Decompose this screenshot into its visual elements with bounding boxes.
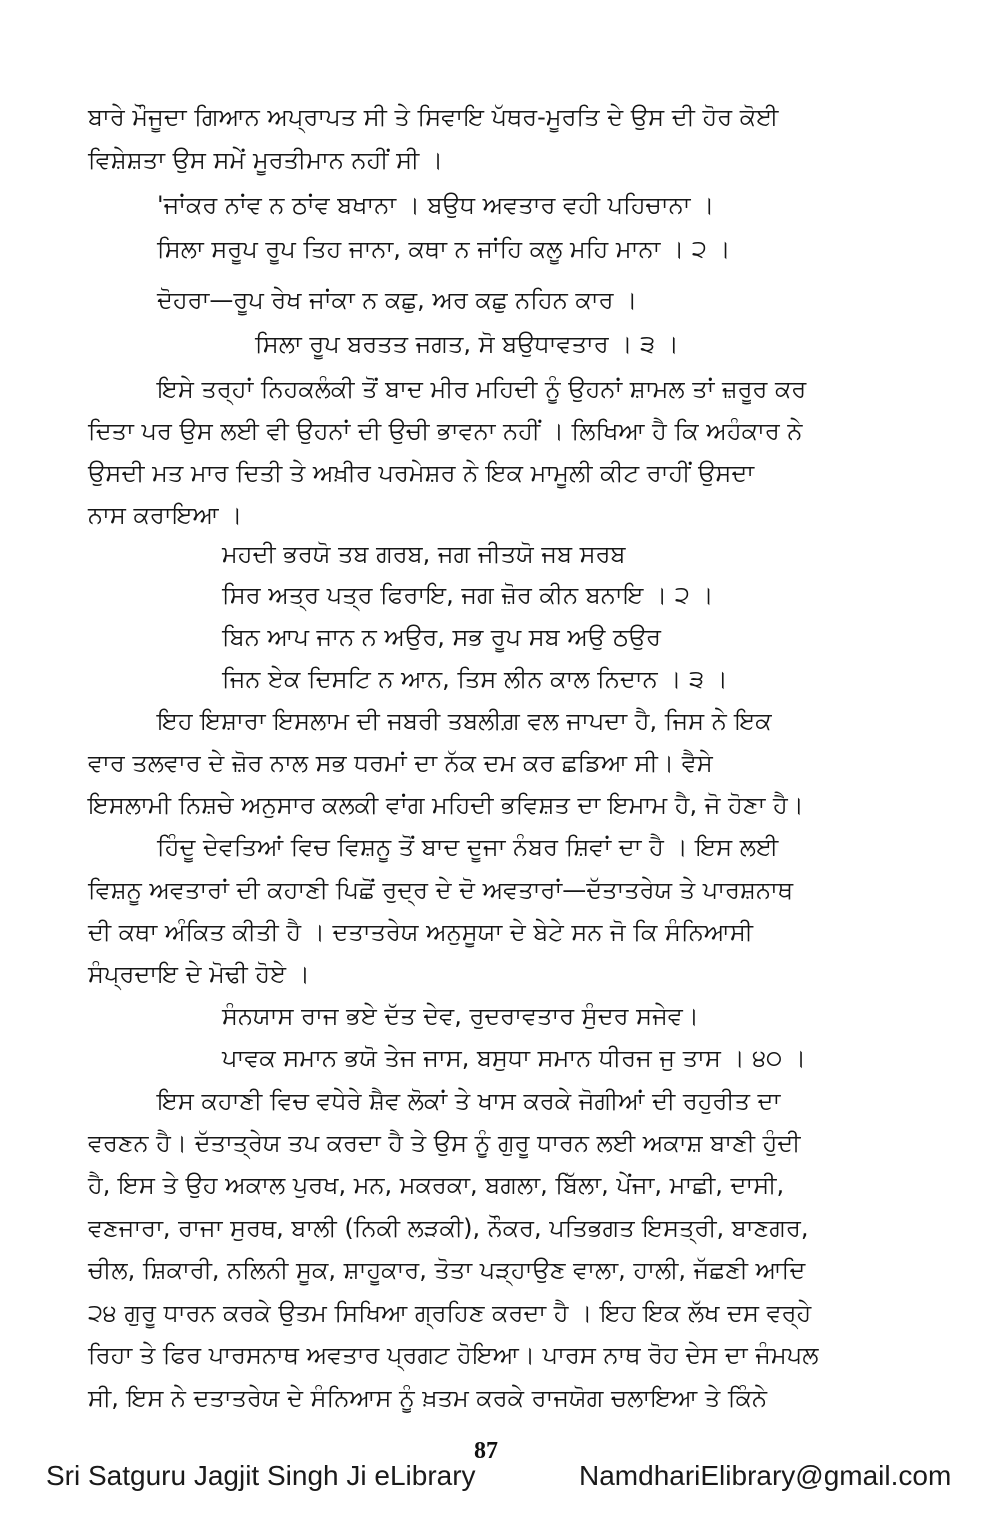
- text-line: ਇਸੇ ਤਰ੍ਹਾਂ ਨਿਹਕਲੰਕੀ ਤੋਂ ਬਾਦ ਮੀਰ ਮਹਿਦੀ ਨੂੰ ਉਹਨਾਂ ਸ਼ਾਮਲ ਤਾਂ ਜ਼ਰੂਰ ਕਰ: [157, 375, 807, 403]
- text-line: ਹਿੰਦੂ ਦੇਵਤਿਆਂ ਵਿਚ ਵਿਸ਼ਨੂ ਤੋਂ ਬਾਦ ਦੂਜਾ ਨੰਬਰ ਸ਼ਿਵਾਂ ਦਾ ਹੈ । ਇਸ ਲਈ: [157, 833, 779, 861]
- verse-line: ਪਾਵਕ ਸਮਾਨ ਭਯੋ ਤੇਜ ਜਾਸ, ਬਸੁਧਾ ਸਮਾਨ ਧੀਰਜ ਜੁ ਤਾਸ । ੪੦ ।: [222, 1044, 807, 1072]
- verse-line: ਦੋਹਰਾ—ਰੂਪ ਰੇਖ ਜਾਂਕਾ ਨ ਕਛੁ, ਅਰ ਕਛੁ ਨਹਿਨ ਕਾਰ ।: [157, 286, 638, 314]
- text-line: ਦੀ ਕਥਾ ਅੰਕਿਤ ਕੀਤੀ ਹੈ । ਦਤਾਤਰੇਯ ਅਨੁਸੂਯਾ ਦੇ ਬੇਟੇ ਸਨ ਜੋ ਕਿ ਸੰਨਿਆਸੀ: [88, 918, 754, 946]
- text-line: ਵਣਜਾਰਾ, ਰਾਜਾ ਸੁਰਥ, ਬਾਲੀ (ਨਿਕੀ ਲੜਕੀ), ਨੌਕਰ, ਪਤਿਭਗਤ ਇਸਤ੍ਰੀ, ਬਾਣਗਰ,: [88, 1214, 809, 1242]
- verse-line: ਸਿਰ ਅਤ੍ਰ ਪਤ੍ਰ ਫਿਰਾਇ, ਜਗ ਜ਼ੋਰ ਕੀਨ ਬਨਾਇ । ੨ ।: [222, 581, 714, 609]
- text-line: ਵਾਰ ਤਲਵਾਰ ਦੇ ਜ਼ੋਰ ਨਾਲ ਸਭ ਧਰਮਾਂ ਦਾ ਨੱਕ ਦਮ ਕਰ ਛਡਿਆ ਸੀ। ਵੈਸੇ: [88, 749, 713, 777]
- verse-line: 'ਜਾਂਕਰ ਨਾਂਵ ਨ ਠਾਂਵ ਬਖਾਨਾ । ਬਉਧ ਅਵਤਾਰ ਵਹੀ ਪਹਿਚਾਨਾ ।: [157, 191, 715, 219]
- verse-line: ਮਹਦੀ ਭਰਯੋ ਤਬ ਗਰਬ, ਜਗ ਜੀਤਯੋ ਜਬ ਸਰਬ: [222, 540, 626, 568]
- page-number: 87: [474, 1438, 498, 1464]
- text-line: ਹੈ, ਇਸ ਤੇ ਉਹ ਅਕਾਲ ਪੁਰਖ, ਮਨ, ਮਕਰਕਾ, ਬਗਲਾ, ਬਿੱਲਾ, ਪੇਂਜਾ, ਮਾਛੀ, ਦਾਸੀ,: [88, 1171, 785, 1199]
- text-line: ਰਿਹਾ ਤੇ ਫਿਰ ਪਾਰਸਨਾਥ ਅਵਤਾਰ ਪ੍ਰਗਟ ਹੋਇਆ। ਪਾਰਸ ਨਾਥ ਰੋਹ ਦੇਸ ਦਾ ਜੰਮਪਲ: [88, 1341, 819, 1369]
- text-line: ਬਾਰੇ ਮੌਜੂਦਾ ਗਿਆਨ ਅਪ੍ਰਾਪਤ ਸੀ ਤੇ ਸਿਵਾਇ ਪੱਥਰ-ਮੂਰਤਿ ਦੇ ਉਸ ਦੀ ਹੋਰ ਕੋਈ: [88, 103, 779, 131]
- text-line: ਵਿਸ਼ਨੂ ਅਵਤਾਰਾਂ ਦੀ ਕਹਾਣੀ ਪਿਛੋਂ ਰੁਦ੍ਰ ਦੇ ਦੋ ਅਵਤਾਰਾਂ—ਦੱਤਾਤਰੇਯ ਤੇ ਪਾਰਸ਼ਨਾਥ: [88, 876, 794, 904]
- text-line: ਇਸ ਕਹਾਣੀ ਵਿਚ ਵਧੇਰੇ ਸ਼ੈਵ ਲੋਕਾਂ ਤੇ ਖਾਸ ਕਰਕੇ ਜੋਗੀਆਂ ਦੀ ਰਹੁਰੀਤ ਦਾ: [157, 1087, 781, 1115]
- text-line: ਚੀਲ, ਸ਼ਿਕਾਰੀ, ਨਲਿਨੀ ਸੂਕ, ਸ਼ਾਹੂਕਾਰ, ਤੋਤਾ ਪੜ੍ਹਾਉਣ ਵਾਲਾ, ਹਾਲੀ, ਜੱਛਣੀ ਆਦਿ: [88, 1256, 806, 1284]
- verse-line: ਸੰਨਯਾਸ ਰਾਜ ਭਏ ਦੱਤ ਦੇਵ, ਰੁਦਰਾਵਤਾਰ ਸੁੰਦਰ ਸਜੇਵ।: [222, 1002, 699, 1030]
- text-line: ਇਸਲਾਮੀ ਨਿਸ਼ਚੇ ਅਨੁਸਾਰ ਕਲਕੀ ਵਾਂਗ ਮਹਿਦੀ ਭਵਿਸ਼ਤ ਦਾ ਇਮਾਮ ਹੈ, ਜੋ ਹੋਣਾ ਹੈ।: [88, 791, 804, 819]
- footer-library-name: Sri Satguru Jagjit Singh Ji eLibrary: [46, 1460, 476, 1491]
- text-line: ਵਰਣਨ ਹੈ। ਦੱਤਾਤ੍ਰੇਯ ਤਪ ਕਰਦਾ ਹੈ ਤੇ ਉਸ ਨੂੰ ਗੁਰੂ ਧਾਰਨ ਲਈ ਅਕਾਸ਼ ਬਾਣੀ ਹੁੰਦੀ: [88, 1129, 801, 1157]
- footer-email: NamdhariElibrary@gmail.com: [579, 1460, 952, 1491]
- verse-line: ਬਿਨ ਆਪ ਜਾਨ ਨ ਅਉਰ, ਸਭ ਰੂਪ ਸਬ ਅਉ ਠਉਰ: [222, 623, 661, 651]
- text-line: ੨੪ ਗੁਰੂ ਧਾਰਨ ਕਰਕੇ ਉਤਮ ਸਿਖਿਆ ਗ੍ਰਹਿਣ ਕਰਦਾ ਹੈ । ਇਹ ਇਕ ਲੱਖ ਦਸ ਵਰ੍ਹੇ: [88, 1299, 812, 1327]
- verse-line: ਜਿਨ ਏਕ ਦਿਸਟਿ ਨ ਆਨ, ਤਿਸ ਲੀਨ ਕਾਲ ਨਿਦਾਨ । ੩ ।: [222, 665, 728, 693]
- text-line: ਵਿਸ਼ੇਸ਼ਤਾ ਉਸ ਸਮੇਂ ਮੂਰਤੀਮਾਨ ਨਹੀਂ ਸੀ ।: [88, 146, 444, 174]
- verse-line: ਸਿਲਾ ਰੂਪ ਬਰਤਤ ਜਗਤ, ਸੋ ਬਉਧਾਵਤਾਰ । ੩ ।: [255, 330, 679, 358]
- text-line: ਨਾਸ ਕਰਾਇਆ ।: [88, 501, 243, 529]
- text-line: ਉਸਦੀ ਮਤ ਮਾਰ ਦਿਤੀ ਤੇ ਅਖ਼ੀਰ ਪਰਮੇਸ਼ਰ ਨੇ ਇਕ ਮਾਮੂਲੀ ਕੀਟ ਰਾਹੀਂ ਉਸਦਾ: [88, 459, 755, 487]
- text-line: ਸੰਪ੍ਰਦਾਇ ਦੇ ਮੋਢੀ ਹੋਏ ।: [88, 960, 310, 988]
- text-line: ਦਿਤਾ ਪਰ ਉਸ ਲਈ ਵੀ ਉਹਨਾਂ ਦੀ ਉਚੀ ਭਾਵਨਾ ਨਹੀਂ । ਲਿਖਿਆ ਹੈ ਕਿ ਅਹੰਕਾਰ ਨੇ: [88, 417, 803, 445]
- verse-line: ਸਿਲਾ ਸਰੂਪ ਰੂਪ ਤਿਹ ਜਾਨਾ, ਕਥਾ ਨ ਜਾਂਹਿ ਕਲੂ ਮਹਿ ਮਾਨਾ । ੨ ।: [157, 235, 731, 263]
- text-line: ਇਹ ਇਸ਼ਾਰਾ ਇਸਲਾਮ ਦੀ ਜਬਰੀ ਤਬਲੀਗ਼ ਵਲ ਜਾਪਦਾ ਹੈ, ਜਿਸ ਨੇ ਇਕ: [157, 707, 772, 735]
- text-line: ਸੀ, ਇਸ ਨੇ ਦਤਾਤਰੇਯ ਦੇ ਸੰਨਿਆਸ ਨੂੰ ਖ਼ਤਮ ਕਰਕੇ ਰਾਜਯੋਗ ਚਲਾਇਆ ਤੇ ਕਿੰਨੇ: [88, 1384, 767, 1412]
